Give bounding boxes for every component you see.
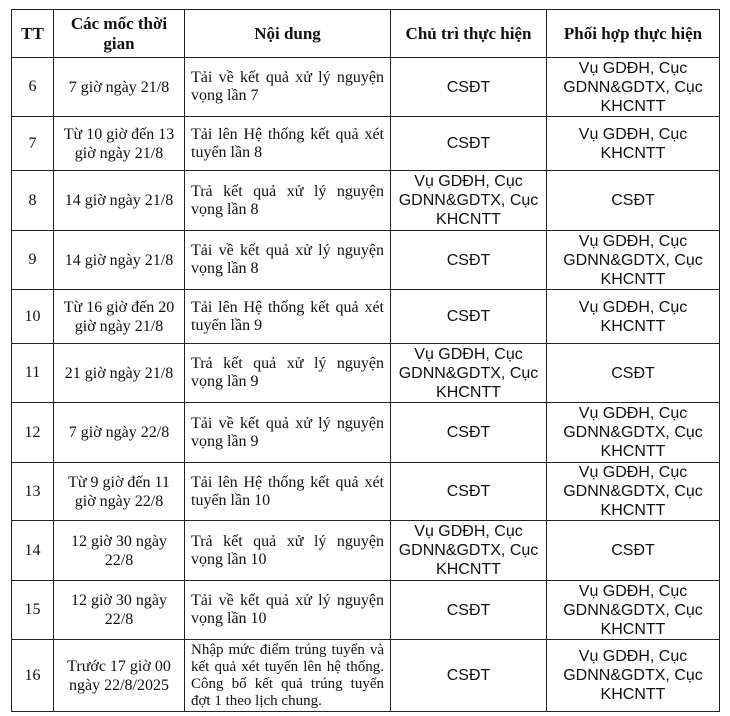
cell-lead: CSĐT xyxy=(391,463,547,521)
cell-coop: CSĐT xyxy=(547,521,720,581)
cell-time: Từ 9 giờ đến 11 giờ ngày 22/8 xyxy=(54,463,185,521)
cell-lead: CSĐT xyxy=(391,117,547,171)
cell-lead: Vụ GDĐH, Cục GDNN&GDTX, Cục KHCNTT xyxy=(391,344,547,403)
cell-lead: CSĐT xyxy=(391,581,547,640)
table-row xyxy=(12,117,720,171)
cell-coop: Vụ GDĐH, Cục KHCNTT xyxy=(547,117,720,171)
cell-content: Tải về kết quả xử lý nguyện vọng lần 9 xyxy=(185,403,391,463)
table-row xyxy=(12,290,720,344)
cell-time: 7 giờ ngày 22/8 xyxy=(54,403,185,463)
cell-lead: CSĐT xyxy=(391,58,547,117)
cell-tt: 16 xyxy=(12,640,54,712)
table-row xyxy=(12,403,720,463)
header-row xyxy=(12,10,720,58)
cell-tt: 15 xyxy=(12,581,54,640)
cell-content: Tải lên Hệ thống kết quả xét tuyển lần 8 xyxy=(185,117,391,171)
table-row xyxy=(12,231,720,290)
header-time: Các mốc thời gian xyxy=(54,10,185,58)
cell-coop: Vụ GDĐH, Cục GDNN&GDTX, Cục KHCNTT xyxy=(547,58,720,117)
table-row xyxy=(12,344,720,403)
header-tt: TT xyxy=(12,10,54,58)
cell-lead: Vụ GDĐH, Cục GDNN&GDTX, Cục KHCNTT xyxy=(391,521,547,581)
cell-time: 14 giờ ngày 21/8 xyxy=(54,231,185,290)
cell-coop: Vụ GDĐH, Cục GDNN&GDTX, Cục KHCNTT xyxy=(547,403,720,463)
cell-coop: Vụ GDĐH, Cục GDNN&GDTX, Cục KHCNTT xyxy=(547,463,720,521)
cell-tt: 9 xyxy=(12,231,54,290)
cell-tt: 7 xyxy=(12,117,54,171)
table-row xyxy=(12,171,720,231)
cell-time: 14 giờ ngày 21/8 xyxy=(54,171,185,231)
cell-coop: Vụ GDĐH, Cục GDNN&GDTX, Cục KHCNTT xyxy=(547,231,720,290)
cell-lead: CSĐT xyxy=(391,290,547,344)
cell-content: Nhập mức điểm trúng tuyển và kết quả xét tuyển lên hệ thống. Công bố kết quả trúng tuyển đợt 1 theo lịch chung. xyxy=(185,640,391,712)
header-content: Nội dung xyxy=(185,10,391,58)
cell-time: 12 giờ 30 ngày 22/8 xyxy=(54,521,185,581)
cell-tt: 12 xyxy=(12,403,54,463)
cell-time: Từ 10 giờ đến 13 giờ ngày 21/8 xyxy=(54,117,185,171)
table-row xyxy=(12,463,720,521)
cell-lead: Vụ GDĐH, Cục GDNN&GDTX, Cục KHCNTT xyxy=(391,171,547,231)
cell-coop: Vụ GDĐH, Cục GDNN&GDTX, Cục KHCNTT xyxy=(547,581,720,640)
cell-coop: Vụ GDĐH, Cục GDNN&GDTX, Cục KHCNTT xyxy=(547,640,720,712)
cell-time: 12 giờ 30 ngày 22/8 xyxy=(54,581,185,640)
header-lead: Chủ trì thực hiện xyxy=(391,10,547,58)
cell-content: Trả kết quả xử lý nguyện vọng lần 10 xyxy=(185,521,391,581)
cell-time: Trước 17 giờ 00 ngày 22/8/2025 xyxy=(54,640,185,712)
schedule-table xyxy=(11,9,720,712)
cell-content: Trả kết quả xử lý nguyện vọng lần 9 xyxy=(185,344,391,403)
cell-content: Tải về kết quả xử lý nguyện vọng lần 7 xyxy=(185,58,391,117)
cell-time: 7 giờ ngày 21/8 xyxy=(54,58,185,117)
cell-coop: Vụ GDĐH, Cục KHCNTT xyxy=(547,290,720,344)
cell-content: Trả kết quả xử lý nguyện vọng lần 8 xyxy=(185,171,391,231)
cell-coop: CSĐT xyxy=(547,344,720,403)
cell-tt: 10 xyxy=(12,290,54,344)
cell-time: 21 giờ ngày 21/8 xyxy=(54,344,185,403)
cell-lead: CSĐT xyxy=(391,640,547,712)
cell-time: Từ 16 giờ đến 20 giờ ngày 21/8 xyxy=(54,290,185,344)
cell-content: Tải lên Hệ thống kết quả xét tuyển lần 9 xyxy=(185,290,391,344)
cell-lead: CSĐT xyxy=(391,403,547,463)
cell-coop: CSĐT xyxy=(547,171,720,231)
cell-content: Tải lên Hệ thống kết quả xét tuyển lần 10 xyxy=(185,463,391,521)
header-coop: Phối hợp thực hiện xyxy=(547,10,720,58)
table-row xyxy=(12,521,720,581)
table-row xyxy=(12,58,720,117)
table-row xyxy=(12,640,720,712)
cell-tt: 14 xyxy=(12,521,54,581)
cell-content: Tải về kết quả xử lý nguyện vọng lần 10 xyxy=(185,581,391,640)
cell-tt: 8 xyxy=(12,171,54,231)
cell-lead: CSĐT xyxy=(391,231,547,290)
cell-content: Tải về kết quả xử lý nguyện vọng lần 8 xyxy=(185,231,391,290)
cell-tt: 6 xyxy=(12,58,54,117)
table-row xyxy=(12,581,720,640)
cell-tt: 11 xyxy=(12,344,54,403)
cell-tt: 13 xyxy=(12,463,54,521)
